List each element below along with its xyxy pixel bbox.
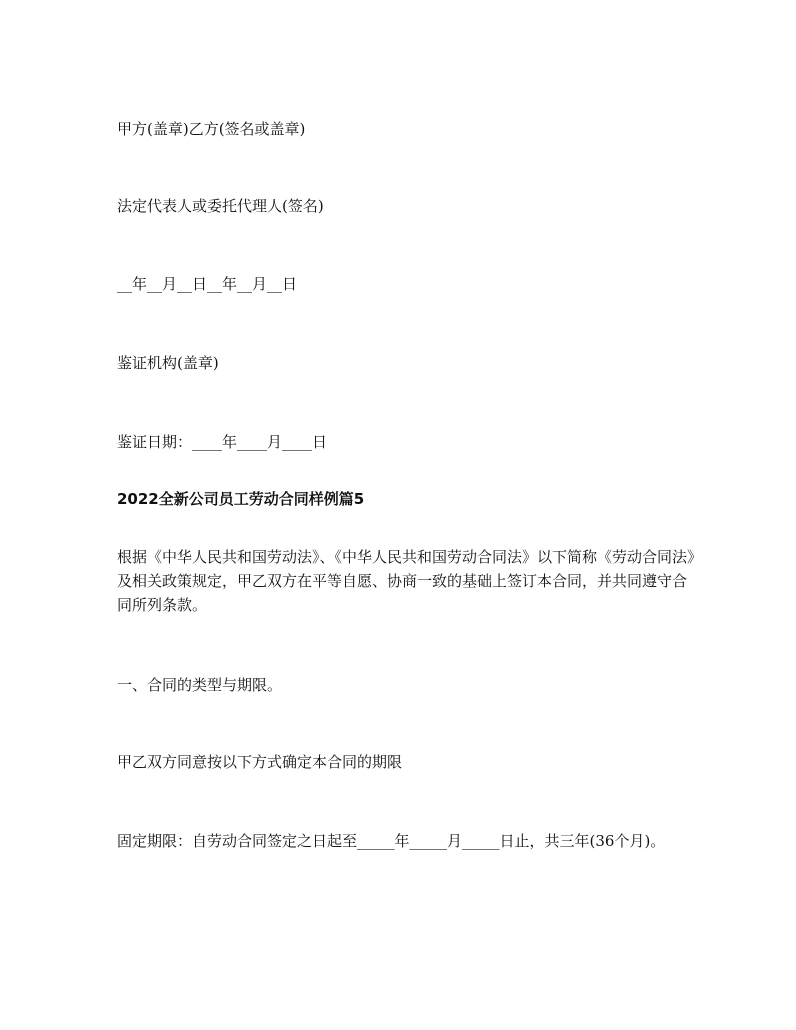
intro-paragraph: 根据《中华人民共和国劳动法》、《中华人民共和国劳动合同法》以下简称《劳动合同法》及相关政策规定，甲乙双方在平等自愿、协商一致的基础上签订本合同，并共同遵守合同所列条款。 bbox=[117, 548, 695, 614]
representative-line: 法定代表人或委托代理人(签名) bbox=[117, 197, 324, 215]
fixed-term-clause: 固定期限：自劳动合同签定之日起至_____年_____月_____日止，共三年(36个月)。 bbox=[117, 832, 666, 850]
date-line: __年__月__日__年__月__日 bbox=[117, 275, 298, 293]
signature-line: 甲方(盖章)乙方(签名或盖章) bbox=[117, 120, 306, 138]
verification-date: 鉴证日期：____年____月____日 bbox=[117, 433, 328, 451]
clause-1-intro: 甲乙双方同意按以下方式确定本合同的期限 bbox=[117, 753, 403, 771]
verification-org: 鉴证机构(盖章) bbox=[117, 354, 219, 372]
clause-1-title: 一、合同的类型与期限。 bbox=[117, 676, 283, 694]
section-title: 2022全新公司员工劳动合同样例篇5 bbox=[117, 490, 365, 508]
